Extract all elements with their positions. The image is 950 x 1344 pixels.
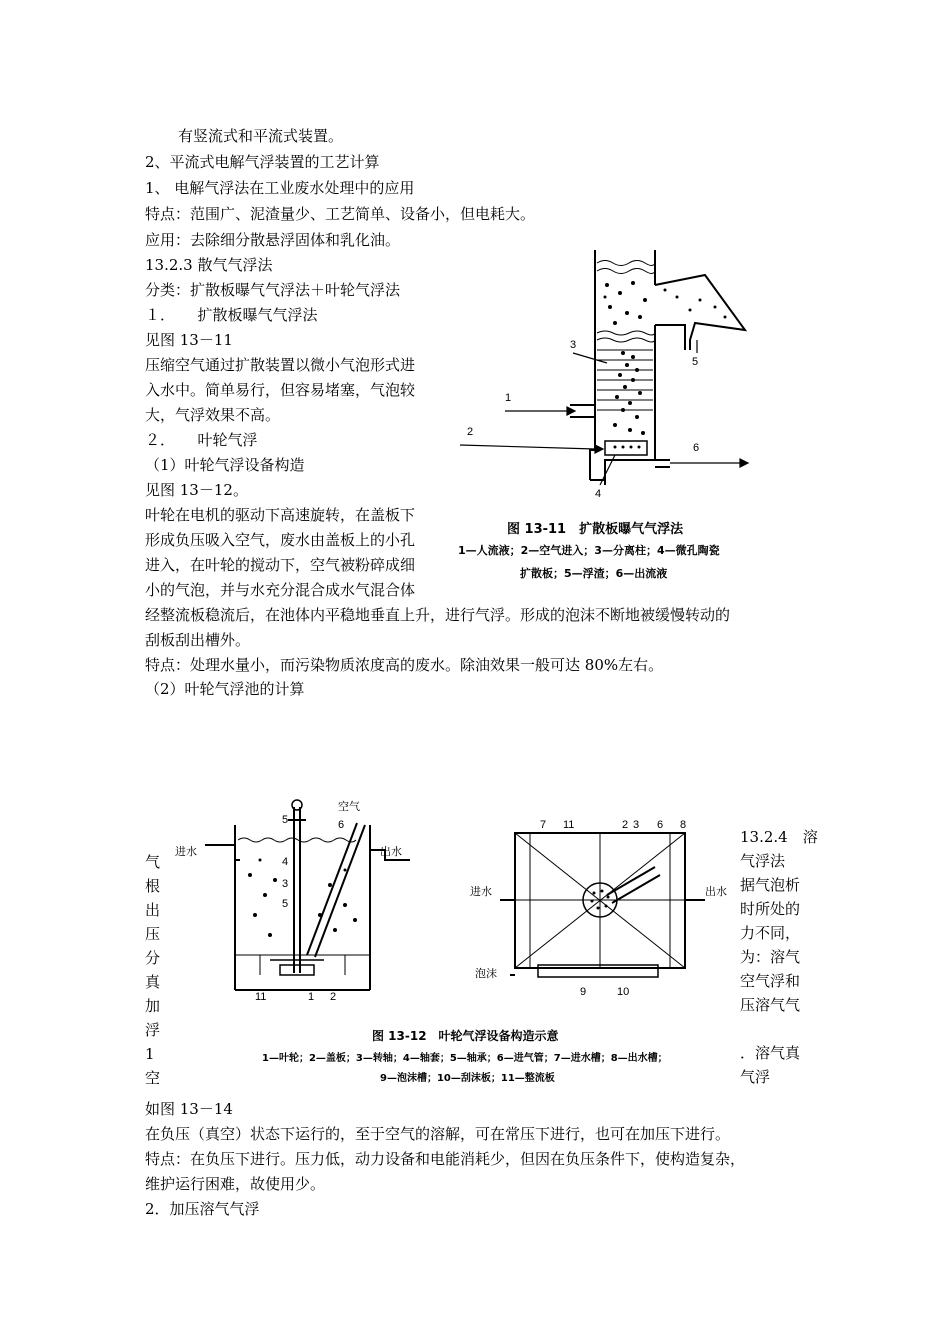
char: 真 <box>145 973 161 991</box>
text-line: 维护运行困难，故使用少。 <box>145 1175 326 1193</box>
label-2: 2 <box>467 426 474 438</box>
label-foam: 泡沫 <box>475 967 497 980</box>
text-line: 1、 电解气浮法在工业废水处理中的应用 <box>145 179 415 197</box>
label-num: 1 <box>308 991 315 1003</box>
text-fragment: 空气浮和 <box>740 972 801 990</box>
label-num: 6 <box>338 819 345 831</box>
text-line: 见图 13－12。 <box>145 481 248 499</box>
text-fragment: 气浮法 <box>740 852 786 870</box>
figure-caption: 图 13-12 叶轮气浮设备构造示意 <box>372 1029 559 1043</box>
text-line: 入水中。简单易行，但容易堵塞，气泡较 <box>145 381 416 399</box>
text-line: 叶轮在电机的驱动下高速旋转，在盖板下 <box>145 506 416 524</box>
label-num: 7 <box>540 819 547 831</box>
label-num: 3 <box>633 819 640 831</box>
text-line: （2）叶轮气浮池的计算 <box>145 680 305 698</box>
char: 分 <box>145 949 161 967</box>
label-num: 8 <box>680 819 687 831</box>
label-num: 4 <box>282 856 289 868</box>
char: 根 <box>145 877 161 895</box>
char: 出 <box>145 901 161 919</box>
right-column-text <box>740 825 818 1089</box>
figure-caption: 图 13-11 扩散板曝气气浮法 <box>507 522 684 537</box>
text-line: 压缩空气通过扩散装置以微小气泡形式进 <box>145 356 416 374</box>
text-fragment: 为：溶气 <box>740 948 801 966</box>
label-num: 5 <box>282 898 289 910</box>
text-line: 分类：扩散板曝气气浮法＋叶轮气浮法 <box>145 281 401 299</box>
text-line: 大，气浮效果不高。 <box>145 406 281 424</box>
label-num: 2 <box>330 991 337 1003</box>
label-num: 11 <box>255 991 267 1003</box>
char: 气 <box>145 853 161 871</box>
text-line: ２． 叶轮气浮 <box>145 431 258 449</box>
label-num: 5 <box>282 814 289 826</box>
label-4: 4 <box>595 488 602 500</box>
label-3: 3 <box>570 339 577 351</box>
label-5: 5 <box>692 356 699 368</box>
text-fragment: 力不同， <box>740 924 801 942</box>
figure-legend: 9—泡沫槽；10—刮沫板；11—整流板 <box>380 1073 555 1084</box>
text-line: 形成负压吸入空气，废水由盖板上的小孔 <box>145 531 416 549</box>
label-num: 11 <box>563 819 575 831</box>
text-line: 2．加压溶气气浮 <box>145 1200 260 1218</box>
text-line: 有竖流式和平流式装置。 <box>178 127 344 145</box>
char: 空 <box>145 1069 161 1087</box>
text-fragment: 13.2.4 溶 <box>740 828 818 846</box>
text-line: 小的气泡，并与水充分混合成水气混合体 <box>145 581 416 599</box>
char: 浮 <box>145 1021 161 1039</box>
label-outlet-plan: 出水 <box>705 885 727 898</box>
text-line: １． 扩散板曝气气浮法 <box>145 306 318 324</box>
figure-13-11 <box>455 245 765 585</box>
figure-legend: 扩散板；5—浮渣；6—出流液 <box>520 567 668 580</box>
label-num: 2 <box>622 819 629 831</box>
label-num: 6 <box>657 819 664 831</box>
impeller-flotation-diagram <box>170 795 730 1015</box>
label-num: 3 <box>282 878 289 890</box>
section-heading: 13.2.3 散气气浮法 <box>145 256 273 274</box>
label-air: 空气 <box>338 800 360 813</box>
char: 压 <box>145 925 161 943</box>
label-inlet-plan: 进水 <box>470 885 492 898</box>
text-line: 进入，在叶轮的搅动下，空气被粉碎成细 <box>145 556 416 574</box>
text-fragment: ．溶气真 <box>740 1044 801 1062</box>
figure-13-12 <box>170 795 730 1095</box>
label-num: 9 <box>580 986 587 998</box>
label-1: 1 <box>505 392 512 404</box>
label-inlet: 进水 <box>175 845 197 858</box>
text-line: 经整流板稳流后，在池体内平稳地垂直上升，进行气浮。形成的泡沫不断地被缓慢转动的 <box>145 606 731 624</box>
text-line: 见图 13－11 <box>145 331 233 349</box>
text-line: 特点：范围广、泥渣量少、工艺简单、设备小，但电耗大。 <box>145 205 536 223</box>
text-fragment: 压溶气气 <box>740 996 801 1014</box>
text-line: （1）叶轮气浮设备构造 <box>145 456 305 474</box>
figure-legend: 1—人流液；2—空气进入；3—分离柱；4—微孔陶瓷 <box>458 544 720 557</box>
text-fragment: 据气泡析 <box>740 876 801 894</box>
char: 加 <box>145 997 161 1015</box>
text-line: 2、平流式电解气浮装置的工艺计算 <box>145 153 380 171</box>
text-line: 如图 13－14 <box>145 1100 233 1118</box>
text-fragment: 气浮 <box>740 1068 771 1086</box>
text-line: 在负压（真空）状态下运行的，至于空气的溶解，可在常压下进行，也可在加压下进行。 <box>145 1125 731 1143</box>
text-fragment: 时所处的 <box>740 900 801 918</box>
figure-legend: 1—叶轮；2—盖板；3—转轴；4—轴套；5—轴承；6—进气管；7—进水槽；8—出水槽； <box>262 1053 668 1064</box>
text-line: 特点：处理水量小，而污染物质浓度高的废水。除油效果一般可达 80%左右。 <box>145 656 664 674</box>
label-num: 10 <box>617 986 630 998</box>
char: 1 <box>145 1045 155 1063</box>
left-column-text <box>145 850 165 1090</box>
text-line: 应用：去除细分散悬浮固体和乳化油。 <box>145 231 401 249</box>
text-line: 特点：在负压下进行。压力低，动力设备和电能消耗少，但因在负压条件下，使构造复杂， <box>145 1150 746 1168</box>
label-6: 6 <box>693 442 700 454</box>
label-outlet: 出水 <box>380 845 402 858</box>
text-line: 刮板刮出槽外。 <box>145 631 251 649</box>
diffuser-aeration-diagram <box>455 245 765 515</box>
